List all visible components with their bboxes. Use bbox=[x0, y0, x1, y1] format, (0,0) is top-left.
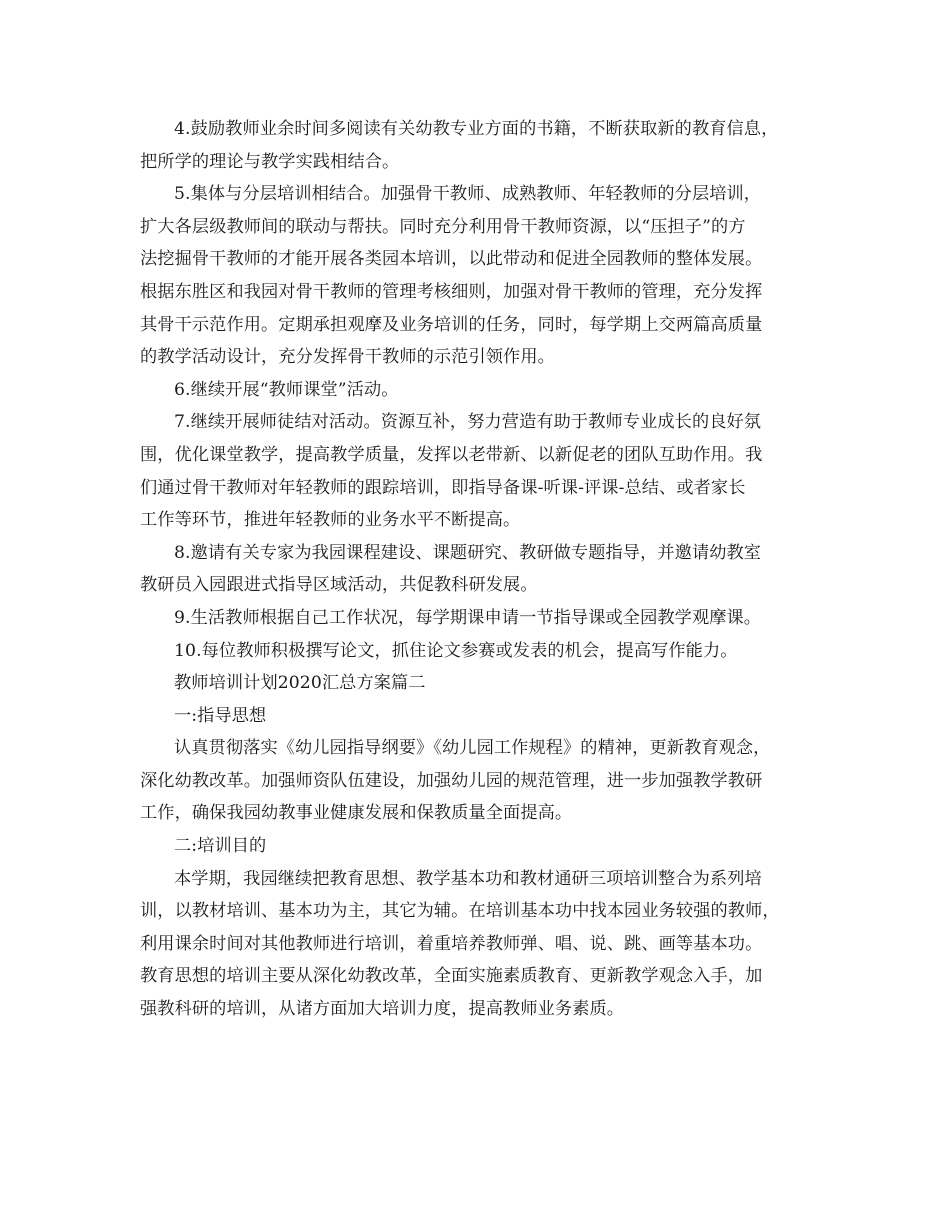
text-line: 训，以教材培训、基本功为主，其它为辅。在培训基本功中找本园业务较强的教师， bbox=[140, 901, 780, 922]
heading-training-purpose bbox=[140, 830, 830, 863]
text-line: 教研员入园跟进式指导区域活动，共促教科研发展。 bbox=[140, 575, 538, 596]
text-line: 6.继续开展“教师课堂”活动。 bbox=[174, 379, 399, 400]
text-line: 本学期，我园继续把教育思想、教学基本功和教材通研三项培训整合为系列培 bbox=[174, 868, 762, 889]
text-line: 教师培训计划2020汇总方案篇二 bbox=[174, 673, 426, 694]
section-title bbox=[140, 667, 830, 700]
text-line: 其骨干示范作用。定期承担观摩及业务培训的任务，同时，每学期上交两篇高质量 bbox=[140, 314, 763, 335]
paragraph-item-10 bbox=[140, 635, 830, 668]
paragraph-item-5 bbox=[140, 178, 830, 374]
text-line: 深化幼教改革。加强师资队伍建设，加强幼儿园的规范管理，进一步加强教学教研 bbox=[140, 770, 763, 791]
text-line: 二:培训目的 bbox=[174, 836, 267, 857]
paragraph-item-8 bbox=[140, 537, 830, 602]
paragraph-item-7 bbox=[140, 406, 830, 536]
text-line: 教育思想的培训主要从深化幼教改革，全面实施素质教育、更新教学观念入手，加 bbox=[140, 966, 763, 987]
document-page bbox=[140, 113, 830, 1026]
text-line: 法挖掘骨干教师的才能开展各类园本培训，以此带动和促进全园教师的整体发展。 bbox=[140, 249, 763, 270]
text-line: 工作，确保我园幼教事业健康发展和保教质量全面提高。 bbox=[140, 803, 573, 824]
text-line: 围，优化课堂教学，提高教学质量，发挥以老带新、以新促老的团队互助作用。我 bbox=[140, 444, 763, 465]
text-line: 们通过骨干教师对年轻教师的跟踪培训，即指导备课-听课-评课-总结、或者家长 bbox=[140, 477, 746, 498]
text-line: 认真贯彻落实《幼儿园指导纲要》《幼儿园工作规程》的精神，更新教育观念， bbox=[174, 738, 771, 759]
text-line: 10.每位教师积极撰写论文，抓住论文参赛或发表的机会，提高写作能力。 bbox=[174, 640, 738, 661]
text-line: 8.邀请有关专家为我园课程建设、课题研究、教研做专题指导，并邀请幼教室 bbox=[174, 542, 762, 563]
text-line: 7.继续开展师徒结对活动。资源互补，努力营造有助于教师专业成长的良好氛 bbox=[174, 412, 762, 433]
paragraph-item-4 bbox=[140, 113, 830, 178]
paragraph-training-purpose bbox=[140, 863, 830, 1026]
paragraph-guiding-thought bbox=[140, 732, 830, 830]
paragraph-item-9 bbox=[140, 602, 830, 635]
text-line: 把所学的理论与教学实践相结合。 bbox=[140, 151, 400, 172]
text-line: 强教科研的培训，从诸方面加大培训力度，提高教师业务素质。 bbox=[140, 999, 625, 1020]
text-line: 扩大各层级教师间的联动与帮扶。同时充分利用骨干教师资源，以“压担子”的方 bbox=[140, 216, 746, 237]
text-line: 一:指导思想 bbox=[174, 705, 267, 726]
text-line: 的教学活动设计，充分发挥骨干教师的示范引领作用。 bbox=[140, 347, 555, 368]
text-line: 工作等环节，推进年轻教师的业务水平不断提高。 bbox=[140, 510, 521, 531]
text-line: 5.集体与分层培训相结合。加强骨干教师、成熟教师、年轻教师的分层培训， bbox=[174, 184, 762, 205]
text-line: 利用课余时间对其他教师进行培训，着重培养教师弹、唱、说、跳、画等基本功。 bbox=[140, 933, 763, 954]
text-line: 4.鼓励教师业余时间多阅读有关幼教专业方面的书籍，不断获取新的教育信息， bbox=[174, 119, 779, 139]
text-line: 9.生活教师根据自己工作状况，每学期课申请一节指导课或全园教学观摩课。 bbox=[174, 607, 762, 628]
paragraph-item-6 bbox=[140, 374, 830, 407]
text-line: 根据东胜区和我园对骨干教师的管理考核细则，加强对骨干教师的管理，充分发挥 bbox=[140, 281, 763, 302]
heading-guiding-thought bbox=[140, 700, 830, 733]
